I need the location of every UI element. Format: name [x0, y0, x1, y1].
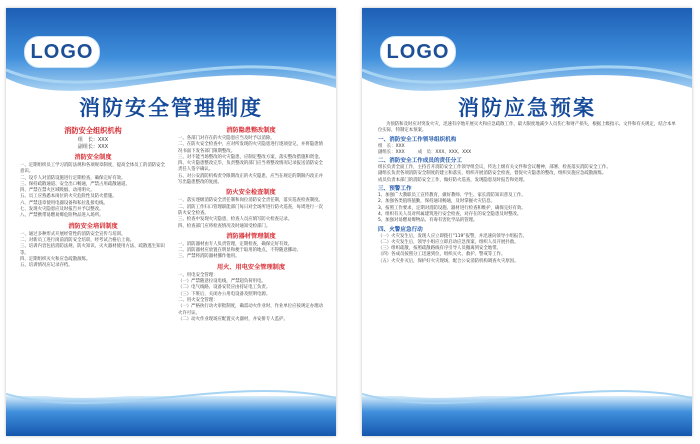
list-item: （三）下班后，关闭办公用电设备及照明电源。 [178, 291, 271, 297]
section-heading: 二、消防安全工作成员的责任分工 [378, 158, 462, 165]
list-item: 一、定期组织员工学习消防法规和各项规章制度，提高全体员工的消防安全意识。 [20, 163, 165, 175]
list-item: 1、加强广大教职员工宣传教育，做好教师、学生、家长消防知识普及工作。 [378, 193, 526, 199]
list-item: 5、加强对易燃易爆物品、有毒有害化学品的管理。 [378, 218, 478, 224]
page-title: 消防安全管理制度 [79, 96, 263, 120]
list-item: 二、对新员工进行岗前消防安全培训，经考试合格后上岗。 [20, 237, 135, 243]
list-item: 四、检查部门应将检查情况及时通知受检部门。 [178, 223, 271, 229]
logo: LOGO [24, 36, 100, 68]
list-item: 三、培训内容包括消防法规、防火知识、灭火器材使用方法、疏散逃生知识等。 [20, 244, 165, 256]
list-item: 副组长负责各项消防安全制度的建立和落实，组织开展消防安全检查，督促火灾隐患的整改，组织实施应急疏散演练。 [378, 171, 607, 177]
list-item: 成员负责本部门的消防安全工作，做好防火巡查，发现隐患及时报告和处理。 [378, 177, 528, 183]
section-title-equipment: 消防器材管理制度 [226, 232, 276, 240]
list-item: 五、员工应熟悉本岗位的火灾危险性及防火措施。 [20, 194, 117, 200]
section-heading: 三、预警工作 [378, 186, 412, 193]
list-item: 2、加强各类值班值勤，保持通讯畅通，及时掌握火灾信息。 [378, 199, 495, 205]
list-item: （一）火灾发生后，发现人应立即拨打“119”报警，并迅速向领导小组报告。 [378, 233, 528, 239]
list-item: 二、在防火安全检查中，应对所发现的火灾隐患进行逐项登记，并将隐患情况书面下发各部门限期整改。 [178, 142, 323, 154]
org-leader: 组 长：XXX [77, 137, 109, 143]
list-item: （一）严禁随意拉设电线，严禁超负荷用电。 [178, 279, 266, 285]
section-title-org: 消防安全组织机构 [64, 126, 122, 135]
list-item: 七、发现火灾隐患应及时报告并予以整改。 [20, 207, 104, 213]
list-item: 五、培训情况应记录存档。 [20, 263, 73, 269]
list-item: 三、严禁将消防器材挪作他用。 [178, 254, 240, 260]
list-item: 二、消防工作归口管理职能部门每日对全场所进行防火巡查，每周进行一次防火安全检查。 [178, 204, 323, 216]
list-item: 副组长：XXX 成 员：XXX、XXX、XXX [378, 149, 472, 155]
right-poster [362, 8, 692, 436]
list-item: 组 长：XXX [378, 143, 405, 149]
list-item: 三、对不能当场整改的火灾隐患，应制定整改方案，落实整改措施和资金。 [178, 154, 323, 160]
list-item: （二）动火作业现场应配置灭火器材，并安排专人监护。 [178, 316, 288, 322]
page-title: 消防应急预案 [458, 96, 596, 120]
section-title-training: 消防安全培训制度 [68, 222, 118, 230]
list-item: （二）电气线路、设备安装应由持证电工负责。 [178, 285, 271, 291]
list-item: 三、检查中发现火灾隐患，检查人员应填写防火检查记录。 [178, 217, 293, 223]
list-item: 一、用电安全管理： [178, 272, 218, 278]
list-item: 八、严禁携带易燃易爆危险物品进入场所。 [20, 213, 104, 219]
list-item: 五、对公安消防机构责令限期改正的火灾隐患，应当在规定的期限内改正并写出隐患整改的复函。 [178, 173, 323, 186]
list-item: （四）各成员按照分工迅速到位，组织灭火、救护、警戒等工作。 [378, 252, 506, 258]
list-item: 二、用火安全管理： [178, 297, 218, 303]
section-title-safety: 消防安全制度 [74, 154, 112, 161]
list-item: （五）火灾扑灭后，保护好火灾现场，配合公安消防机构调查火灾原因。 [378, 258, 519, 264]
list-item: 4、组织有关人员对所属建筑进行安全检查，对存在的安全隐患及时整改。 [378, 211, 522, 217]
section-title-fire-power: 用火、用电安全管理制度 [216, 263, 286, 271]
list-item: 四、火灾隐患整改完毕，负责整改的部门应当将整改情况记录报送消防安全责任人签字确认。 [178, 161, 323, 173]
right-column [178, 124, 324, 323]
org-deputy: 副组长：XXX [77, 144, 109, 150]
list-item: 二、设专人对消防设施进行定期检查，确保完好有效。 [20, 175, 126, 181]
list-item: 三、保持疏散通道、安全出口畅通，严禁占用疏散通道。 [20, 181, 130, 187]
section-title-hazard-fix: 消防隐患整改制度 [226, 127, 276, 134]
list-item: 一、消防器材由专人负责管理，定期检查，确保完好有效。 [178, 241, 293, 247]
intro-paragraph: 为预防和及时应对突发火灾，迅速有序地开展灭火和应急疏散工作，最大限度地减少人员伤亡和财产损失，根据上级指示、文件和有关规定，结合本单位实际，特制定本预案。 [378, 122, 676, 134]
list-item: 二、消防器材应放置在明显和便于取用的地点，不得随意挪动。 [178, 248, 301, 254]
list-item: （二）火灾发生后，领导小组应立即启动应急预案，组织人员开展扑救。 [378, 239, 519, 245]
list-item: 一、通过多种形式开展经常性的消防安全宣传与培训。 [20, 231, 126, 237]
list-item: 组长负责全面工作，主持召开消防安全工作领导组会议，传达上级有关文件和会议精神，部署、检查落实消防安全工作。 [378, 165, 611, 171]
list-item: 四、严禁在禁火区域吸烟、动用明火。 [20, 188, 95, 194]
footer-wave [6, 368, 336, 418]
list-item: 六、严禁违章使用电器设备和私拉乱接电线。 [20, 200, 108, 206]
list-item: 3、按照工作要求，定期对消防设施、器材进行检查和维护，确保完好有效。 [378, 205, 526, 211]
list-item: 一、各部门对存在的火灾隐患应当及时予以消除。 [178, 136, 275, 141]
section-title-inspection: 防火安全检查制度 [226, 189, 276, 197]
section-heading: 一、消防安全工作领导组织机构 [378, 136, 457, 143]
section-heading: 四、火警应急行动 [378, 226, 423, 233]
plan-body [378, 122, 676, 265]
footer-wave [362, 368, 692, 418]
logo: LOGO [380, 36, 456, 68]
list-item: （一）严格执行动火审批制度，确需动火作业时，作业单位应按规定办理动火许可证。 [178, 304, 323, 316]
left-poster [6, 8, 336, 436]
list-item: （三）组织疏散，按照疏散路线有序引导人员撤离到安全地带。 [378, 246, 501, 252]
left-column [20, 124, 166, 269]
list-item: 四、定期组织灭火和应急疏散演练。 [20, 256, 91, 262]
list-item: 一、落实逐级消防安全责任制和岗位消防安全责任制，落实巡查检查制度。 [178, 198, 323, 204]
